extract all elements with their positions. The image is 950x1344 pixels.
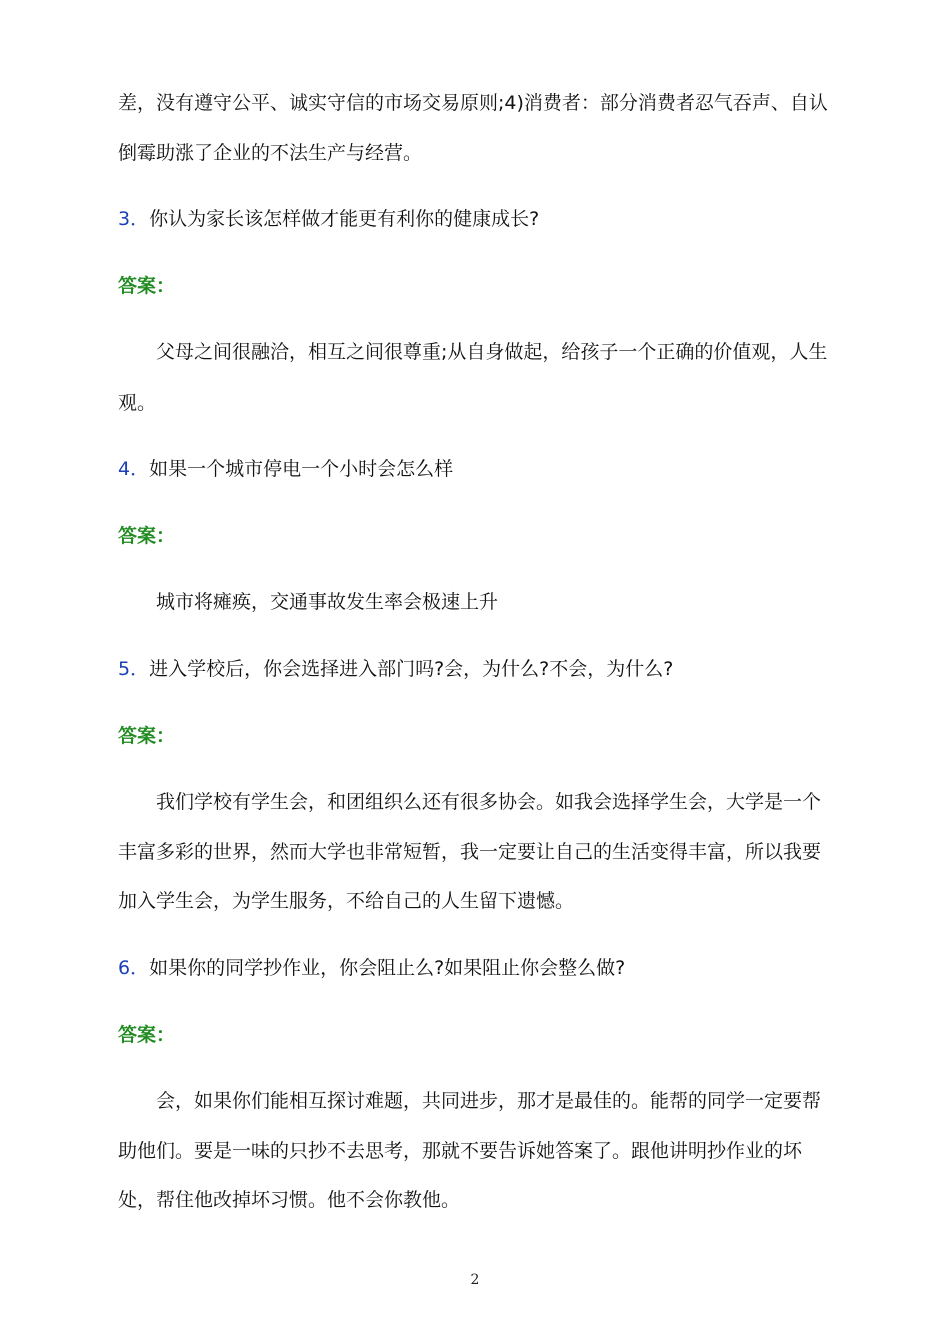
answer-line: 处，帮住他改掉坏习惯。他不会你教他。	[118, 1189, 461, 1211]
question-4	[118, 457, 838, 481]
question-5	[118, 657, 838, 681]
answer-line: 城市将瘫痪，交通事故发生率会极速上升	[156, 591, 499, 613]
question-number: 6．	[118, 957, 150, 979]
answer-line: 父母之间很融洽，相互之间很尊重;从自身做起，给孩子一个正确的价值观，人生	[156, 341, 828, 363]
answer-label: 答案：	[118, 1024, 176, 1046]
question-number: 5．	[118, 658, 150, 680]
answer-line: 助他们。要是一味的只抄不去思考，那就不要告诉她答案了。跟他讲明抄作业的坏	[118, 1140, 803, 1162]
continuation-line: 差，没有遵守公平、诚实守信的市场交易原则;4)消费者：部分消费者忍气吞声、自认	[118, 92, 828, 114]
question-text: 你认为家长该怎样做才能更有利你的健康成长?	[149, 208, 540, 230]
answer-line: 我们学校有学生会，和团组织么还有很多协会。如我会选择学生会，大学是一个	[156, 791, 822, 813]
question-number: 3．	[118, 208, 150, 230]
answer-line: 加入学生会，为学生服务，不给自己的人生留下遗憾。	[118, 890, 575, 912]
answer-line: 观。	[118, 392, 157, 414]
question-text: 如果你的同学抄作业，你会阻止么?如果阻止你会整么做?	[149, 957, 626, 979]
answer-label: 答案：	[118, 725, 176, 747]
question-6	[118, 956, 838, 980]
answer-label: 答案：	[118, 525, 176, 547]
answer-line: 会，如果你们能相互探讨难题，共同进步，那才是最佳的。能帮的同学一定要帮	[156, 1090, 822, 1112]
question-text: 如果一个城市停电一个小时会怎么样	[149, 458, 454, 480]
continuation-line: 倒霉助涨了企业的不法生产与经营。	[118, 142, 423, 164]
answer-line: 丰富多彩的世界，然而大学也非常短暂，我一定要让自己的生活变得丰富，所以我要	[118, 841, 822, 863]
question-text: 进入学校后，你会选择进入部门吗?会，为什么?不会，为什么?	[149, 658, 674, 680]
answer-label: 答案：	[118, 275, 176, 297]
question-number: 4．	[118, 458, 150, 480]
page-number: 2	[470, 1272, 480, 1288]
question-3	[118, 207, 838, 231]
